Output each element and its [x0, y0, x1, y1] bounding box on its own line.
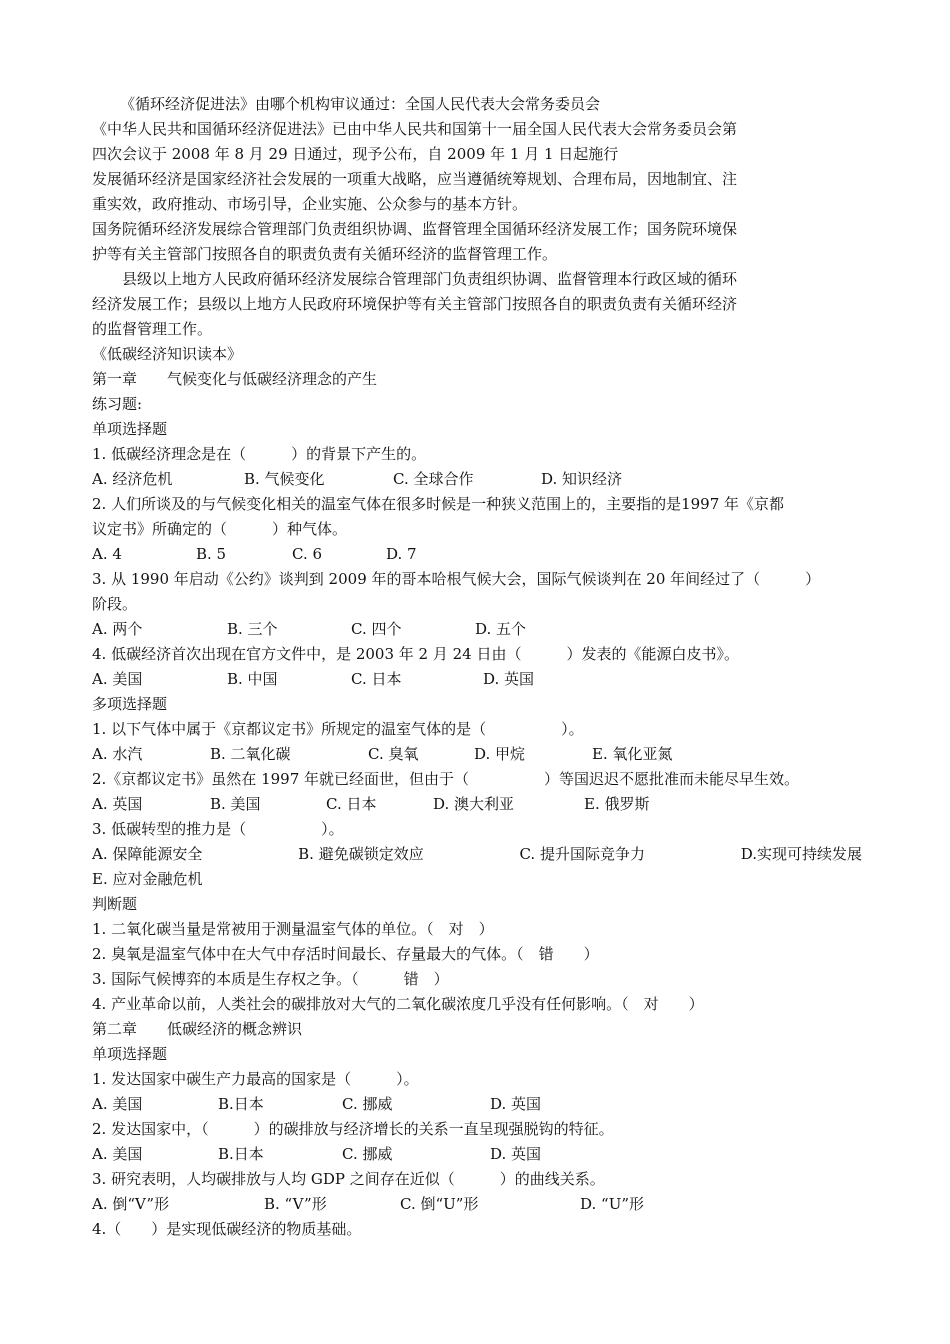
- multiple-choice-heading: 多项选择题: [92, 695, 168, 713]
- option-row: [92, 467, 862, 492]
- option: C. 倒“U”形: [400, 1195, 479, 1213]
- question-text: 议定书》所确定的（ ）种气体。: [92, 520, 348, 538]
- option: B.日本: [218, 1145, 264, 1163]
- option: C. 臭氧: [368, 745, 419, 763]
- question-text: 1. 低碳经济理念是在（ ）的背景下产生的。: [92, 445, 427, 463]
- option: A. 倒“V”形: [92, 1195, 170, 1213]
- option: C. 全球合作: [393, 470, 474, 488]
- question-text: 3. 从 1990 年启动《公约》谈判到 2009 年的哥本哈根气候大会，国际气候谈判在 20 年间经过了（ ）: [92, 570, 821, 588]
- question-text: 2. 人们所谈及的与气候变化相关的温室气体在很多时候是一种狭义范围上的，主要指的是1997 年《京都: [92, 495, 785, 513]
- option-row: [92, 667, 862, 692]
- single-choice-heading: 单项选择题: [92, 1045, 168, 1063]
- option-row: [92, 1192, 862, 1217]
- document-page: [92, 92, 862, 1242]
- option: B. 气候变化: [244, 470, 325, 488]
- option: A. 水汽: [92, 745, 143, 763]
- intro-paragraph-line: 四次会议于 2008 年 8 月 29 日通过，现予公布，自 2009 年 1 月 1 日起施行: [92, 145, 619, 163]
- option: C. 四个: [351, 620, 402, 638]
- option: B. 三个: [227, 620, 278, 638]
- county-paragraph-line: 县级以上地方人民政府循环经济发展综合管理部门负责组织协调、监督管理本行政区域的循环: [122, 270, 738, 288]
- state-council-paragraph-line: 护等有关主管部门按照各自的职责负责有关循环经济的监督管理工作。: [92, 245, 558, 263]
- question-text: 1. 发达国家中碳生产力最高的国家是（ ）。: [92, 1070, 419, 1088]
- intro-question: 《循环经济促进法》由哪个机构审议通过：全国人民代表大会常务委员会: [120, 95, 601, 113]
- option: D. 7: [386, 545, 417, 563]
- option: C. 挪威: [342, 1145, 393, 1163]
- option-row: [92, 842, 862, 867]
- chapter-2-heading: 第二章 低碳经济的概念辨识: [92, 1020, 303, 1038]
- option: B. 美国: [210, 795, 261, 813]
- option-row: [92, 742, 862, 767]
- intro-paragraph-line: 《中华人民共和国循环经济促进法》已由中华人民共和国第十一届全国人民代表大会常务委员会第: [92, 120, 738, 138]
- option: C. 日本: [351, 670, 402, 688]
- option-row: [92, 792, 862, 817]
- option: D. 澳大利亚: [433, 795, 515, 813]
- question-text: 4.（ ）是实现低碳经济的物质基础。: [92, 1220, 362, 1238]
- single-choice-heading: 单项选择题: [92, 420, 168, 438]
- question-text: 1. 二氧化碳当量是常被用于测量温室气体的单位。（ 对 ）: [92, 920, 494, 938]
- option: A. 经济危机: [92, 470, 173, 488]
- option: A. 英国: [92, 795, 143, 813]
- option: C. 提升国际竞争力: [519, 845, 645, 863]
- question-text: 2. 发达国家中，（ ）的碳排放与经济增长的关系一直呈现强脱钩的特征。: [92, 1120, 614, 1138]
- option: D. “U”形: [580, 1195, 645, 1213]
- question-text: 3. 低碳转型的推力是（ ）。: [92, 820, 344, 838]
- option: B. 中国: [227, 670, 278, 688]
- option: C. 挪威: [342, 1095, 393, 1113]
- true-false-heading: 判断题: [92, 895, 138, 913]
- question-text: 3. 国际气候博弈的本质是生存权之争。（ 错 ）: [92, 970, 449, 988]
- question-text: 3. 研究表明，人均碳排放与人均 GDP 之间存在近似（ ）的曲线关系。: [92, 1170, 605, 1188]
- policy-paragraph-line: 重实效，政府推动、市场引导，企业实施、公众参与的基本方针。: [92, 195, 528, 213]
- option: A. 两个: [92, 620, 143, 638]
- question-text: 1. 以下气体中属于《京都议定书》所规定的温室气体的是（ ）。: [92, 720, 584, 738]
- option: B. 5: [196, 545, 227, 563]
- option: A. 美国: [92, 1095, 143, 1113]
- option: B.日本: [218, 1095, 264, 1113]
- option: E. 氧化亚氮: [592, 745, 673, 763]
- option: D. 五个: [475, 620, 527, 638]
- option: D. 英国: [490, 1095, 542, 1113]
- option: D. 知识经济: [541, 470, 623, 488]
- option-continued: E. 应对金融危机: [92, 870, 203, 888]
- option: A. 美国: [92, 670, 143, 688]
- book-title: 《低碳经济知识读本》: [92, 345, 243, 363]
- option: A. 美国: [92, 1145, 143, 1163]
- option: A. 4: [92, 545, 122, 563]
- option: B. 避免碳锁定效应: [298, 845, 424, 863]
- option-row: [92, 542, 862, 567]
- option: C. 6: [292, 545, 323, 563]
- question-text: 4. 低碳经济首次出现在官方文件中，是 2003 年 2 月 24 日由（ ）发表的《能源白皮书》。: [92, 645, 739, 663]
- option: A. 保障能源安全: [92, 845, 203, 863]
- exercise-label: 练习题:: [92, 395, 143, 413]
- county-paragraph-line: 的监督管理工作。: [92, 320, 213, 338]
- option: E. 俄罗斯: [584, 795, 650, 813]
- option: D. 甲烷: [474, 745, 526, 763]
- question-text: 2.《京都议定书》虽然在 1997 年就已经面世，但由于（ ）等国迟迟不愿批准而未能尽早生效。: [92, 770, 800, 788]
- option: B. “V”形: [264, 1195, 327, 1213]
- question-text: 阶段。: [92, 595, 138, 613]
- policy-paragraph-line: 发展循环经济是国家经济社会发展的一项重大战略，应当遵循统筹规划、合理布局，因地制宜、注: [92, 170, 738, 188]
- option: C. 日本: [326, 795, 377, 813]
- chapter-1-heading: 第一章 气候变化与低碳经济理念的产生: [92, 370, 378, 388]
- county-paragraph-line: 经济发展工作；县级以上地方人民政府环境保护等有关主管部门按照各自的职责负责有关循环经济: [92, 295, 738, 313]
- option: D.实现可持续发展: [740, 845, 862, 863]
- question-text: 2. 臭氧是温室气体中在大气中存活时间最长、存量最大的气体。（ 错 ）: [92, 945, 599, 963]
- option: D. 英国: [490, 1145, 542, 1163]
- option-row: [92, 617, 862, 642]
- option-row: [92, 1092, 862, 1117]
- option: B. 二氧化碳: [210, 745, 291, 763]
- question-text: 4. 产业革命以前，人类社会的碳排放对大气的二氧化碳浓度几乎没有任何影响。（ 对 ）: [92, 995, 704, 1013]
- option-row: [92, 1142, 862, 1167]
- state-council-paragraph-line: 国务院循环经济发展综合管理部门负责组织协调、监督管理全国循环经济发展工作；国务院环境保: [92, 220, 738, 238]
- option: D. 英国: [483, 670, 535, 688]
